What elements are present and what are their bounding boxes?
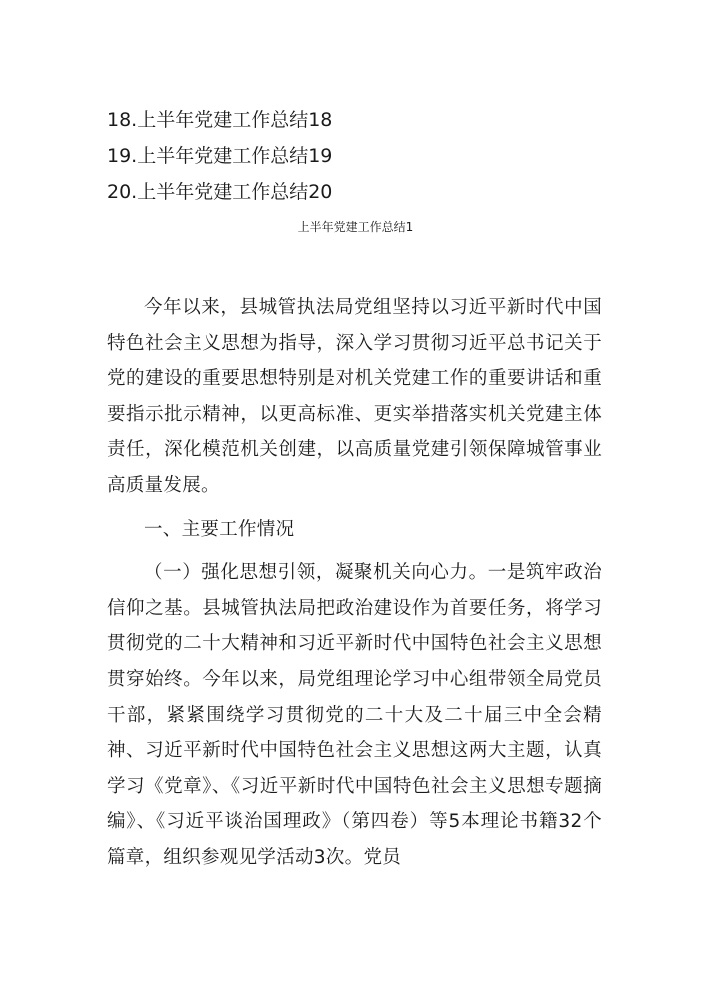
table-of-contents <box>107 102 607 210</box>
document-title: 上半年党建工作总结1 <box>297 220 414 234</box>
intro-paragraph: 今年以来，县城管执法局党组坚持以习近平新时代中国特色社会主义思想为指导，深入学习贯彻习近平总书记关于党的建设的重要思想特别是对机关党建工作的重要讲话和重要指示批示精神，以更高标准、更实举措落实机关党建主体责任，深化模范机关创建，以高质量党建引领保障城管事业高质量发展。 <box>107 297 602 496</box>
document-body <box>107 290 602 876</box>
toc-item-19[interactable]: 19.上半年党建工作总结19 <box>107 145 333 167</box>
body-paragraph: （一）强化思想引领，凝聚机关向心力。一是筑牢政治信仰之基。县城管执法局把政治建设作为首要任务，将学习贯彻党的二十大精神和习近平新时代中国特色社会主义思想贯穿始终。今年以来，局党组理论学习中心组带领全局党员干部，紧紧围绕学习贯彻党的二十大及二十届三中全会精神、习近平新时代中国特色社会主义思想这两大主题，认真学习《党章》、《习近平新时代中国特色社会主义思想专题摘编》、《习近平谈治国理政》（第四卷）等5本理论书籍32个篇章，组织参观见学活动3次。党员 <box>107 562 602 868</box>
section-heading: 一、主要工作情况 <box>144 518 295 540</box>
toc-item-20[interactable]: 20.上半年党建工作总结20 <box>107 181 333 203</box>
toc-item-18[interactable]: 18.上半年党建工作总结18 <box>107 109 333 131</box>
